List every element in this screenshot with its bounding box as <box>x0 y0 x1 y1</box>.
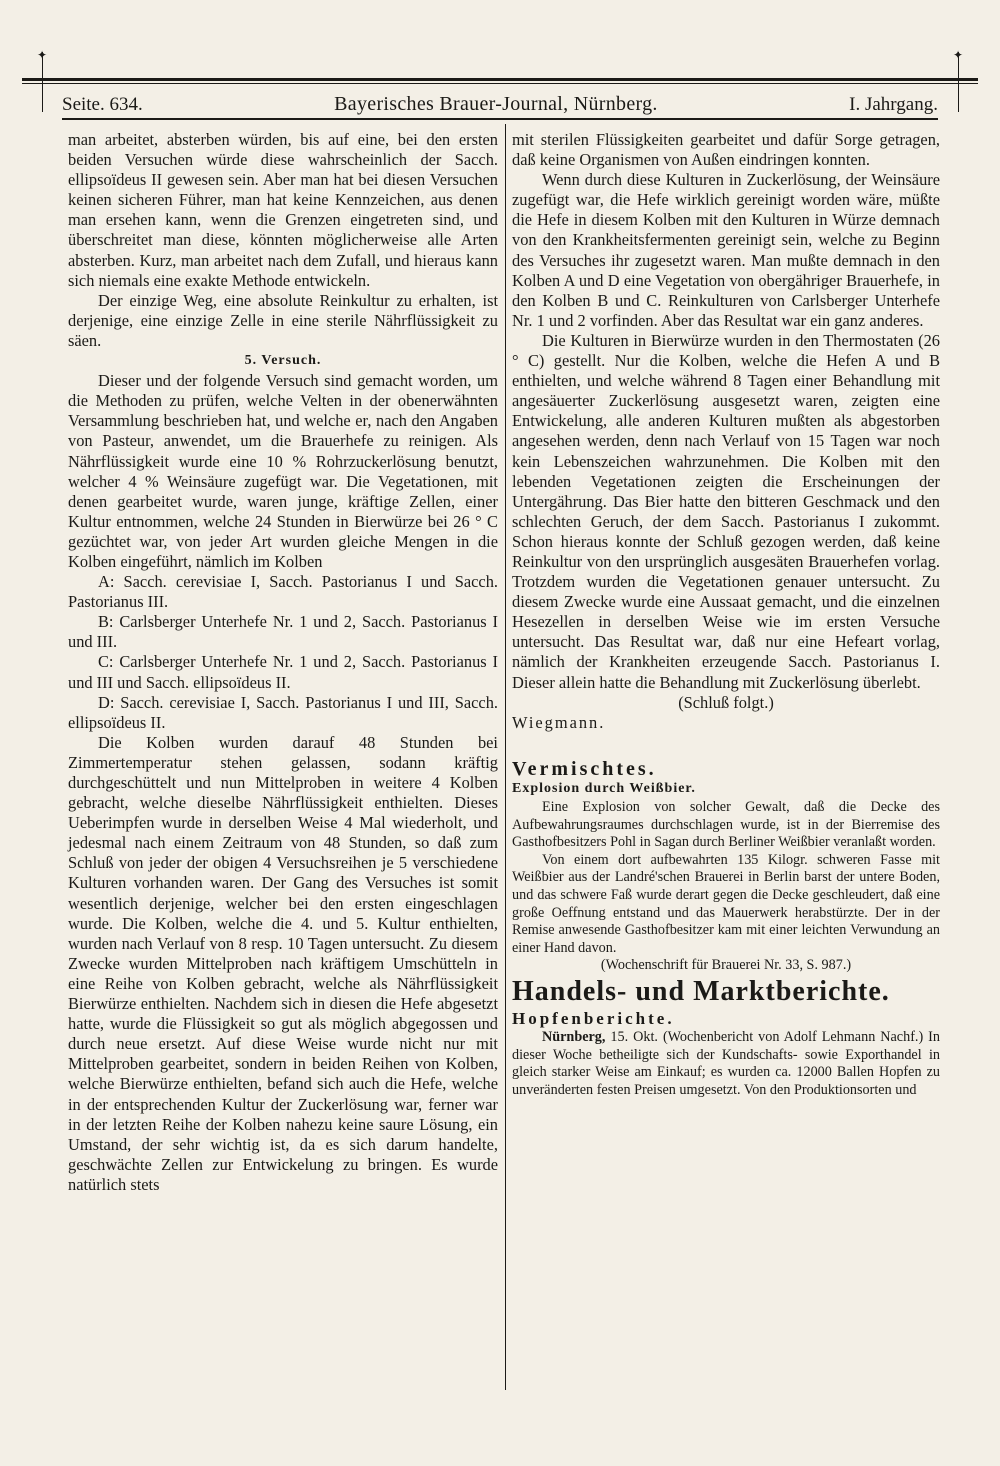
page-number: Seite. 634. <box>62 94 143 115</box>
continued-note: (Schluß folgt.) <box>678 692 774 712</box>
right-column <box>512 130 940 1099</box>
misc-source: (Wochenschrift für Brauerei Nr. 33, S. 987.) <box>600 957 852 974</box>
journal-title: Bayerisches Brauer-Journal, Nürnberg. <box>334 93 658 115</box>
market-paragraph <box>512 1029 940 1099</box>
page-header <box>62 88 938 116</box>
misc-body <box>512 799 940 975</box>
section-subtitle: Explosion durch Weißbier. <box>512 780 696 796</box>
article-paragraph: man arbeitet, absterben würden, bis auf eine, bei den ersten beiden Versuchen würde diese wahrscheinlich der Sacch. ellipsoïdeus II gewesen sein. Aber man hat bei diesen Versuchen keinen sicheren Führer, man hat keine Kennzeichen, aus denen man ersehen kann, wenn die Grenzen eingetreten sind, und überschreitet man diese, könnten möglicherweise alle Arten absterben. Kurz, man arbeitet nach dem Zufall, und hieraus kann sich niemals eine exakte Methode entwickeln. <box>68 130 498 290</box>
market-text: 15. Okt. (Wochenbericht von Adolf Lehmann Nachf.) In dieser Woche betheiligte sich der Kundschafts- sowie Exporthandel in gleich starker Weise am Einkauf; es wurden ca. 12000 Ballen Hopfen zu unveränderten festen Preisen umgesetzt. Von den Produktionsorten und <box>512 1029 940 1098</box>
left-column <box>68 130 498 1195</box>
top-rule <box>22 78 978 81</box>
article-paragraph: mit sterilen Flüssigkeiten gearbeitet und dafür Sorge getragen, daß keine Organismen von Außen eindringen konnten. <box>512 130 940 170</box>
market-subtitle: Hopfenberichte. <box>512 1008 675 1028</box>
misc-paragraph: Eine Explosion von solcher Gewalt, daß die Decke des Aufbewahrungsraumes durchschlagen wurde, ist in der Bierremise des Gasthofbesitzers Pohl in Sagan durch Berliner Weißbier veranlaßt worden. <box>512 799 940 851</box>
article-paragraph: Wenn durch diese Kulturen in Zuckerlösung, der Weinsäure zugefügt war, die Hefe wirklich gereinigt worden wäre, müßte die Hefe in diesem Kolben mit den Kulturen in Würze demnach von den Krankheitsfermenten gereinigt sein, welche zu Beginn des Versuches ihr zugesetzt waren. Man mußte demnach in den Kolben A und D eine Vegetation von obergähriger Brauerhefe, in den Kolben B und C. Reinkulturen von Carlsberger Unterhefe Nr. 1 und 2 vorfinden. Aber das Resultat war ein ganz anderes. <box>512 170 940 330</box>
ornament-icon: ✦ <box>953 48 964 62</box>
ornament-icon: ✦ <box>37 48 48 62</box>
market-place: Nürnberg, <box>542 1029 606 1046</box>
article-paragraph: Der einzige Weg, eine absolute Reinkultur zu erhalten, ist derjenige, eine einzige Zelle in eine sterile Nährflüssigkeit zu säen. <box>68 290 498 350</box>
flask-list-item: B: Carlsberger Unterhefe Nr. 1 und 2, Sacch. Pastorianus I und III. <box>68 612 498 652</box>
column-divider <box>505 124 506 1390</box>
article-paragraph: Dieser und der folgende Versuch sind gemacht worden, um die Methoden zu prüfen, welche Velten in der obenerwähnten Versammlung beschrieben hat, und welche er, nach den Angaben von Pasteur, anwendet, um die Brauerhefe zu reinigen. Als Nährflüssigkeit wurde eine 10 % Rohrzuckerlösung benutzt, welcher 4 % Weinsäure zugefügt war. Die Vegetationen, mit denen gearbeitet wurde, waren junge, kräftige Zellen, einer Kultur entnommen, welche 24 Stunden in Bierwürze bei 26 ° C gezüchtet war, von jeder Art wurden gleiche Mengen in die Kolben eingeführt, nämlich im Kolben <box>68 371 498 571</box>
year-label: I. Jahrgang. <box>849 94 938 115</box>
market-body <box>512 1029 940 1099</box>
flask-list-item: A: Sacch. cerevisiae I, Sacch. Pastorianus I und Sacch. Pastorianus III. <box>68 572 498 612</box>
section-title: Vermischtes. <box>512 757 657 780</box>
misc-section <box>512 759 940 975</box>
market-title: Handels- und Marktberichte. <box>512 975 890 1007</box>
flask-list-item: D: Sacch. cerevisiae I, Sacch. Pastorianus I und III, Sacch. ellipsoïdeus II. <box>68 692 498 732</box>
market-section <box>512 975 940 1099</box>
article-paragraph: Die Kolben wurden darauf 48 Stunden bei Zimmertemperatur stehen gelassen, sodann kräftig durchgeschüttelt und nun Mittelproben in weitere 4 Kolben gebracht, welche dieselbe Nährflüssigkeit enthielten. Dieses Ueberimpfen wurde in derselben Weise 4 Mal wiederholt, und jedesmal nach einem Zeitraum von 48 Stunden, so daß zum Schluß von jeder der obigen 4 Versuchsreihen je 5 verschiedene Kulturen vorhanden waren. Der Gang des Versuches ist somit wesentlich derjenige, welcher bei den ersten eingeschlagen wurde. Die Kolben, welche die 4. und 5. Kultur enthielten, wurden nach Verlauf von 8 resp. 10 Tagen untersucht. Zu diesem Zwecke wurden Mittelproben nach kräftigem Umschütteln in eine Reihe von Kolben gebracht, welche als Nährflüssigkeit Bierwürze enthielten. Nachdem sich in diesen die Hefe abgesetzt hatte, wurde die Flüssigkeit so gut als möglich abgegossen und durch neue ersetzt. Auf diese Weise wurde nicht nur mit Mittelproben gearbeitet, sondern in beiden Reihen von Kolben, welche Bierwürze enthielten, befand sich auch die Hefe, welche in der entsprechenden Kultur der Zuckerlösung war, ferner war in der letzten Reihe der Kolben nahezu keine saure Lösung, ein Umstand, der sehr wichtig ist, da es sich darum handelte, geschwächte Zellen zur Entwickelung zu bringen. Es wurde natürlich stets <box>68 732 498 1194</box>
flask-list-item: C: Carlsberger Unterhefe Nr. 1 und 2, Sacch. Pastorianus I und III und Sacch. ellipsoïdeus II. <box>68 652 498 692</box>
experiment-heading: 5. Versuch. <box>244 353 322 369</box>
top-rule-thin <box>22 83 978 84</box>
article-paragraph: Die Kulturen in Bierwürze wurden in den Thermostaten (26 ° C) gestellt. Nur die Kolben, welche die Hefen A und B enthielten, und welche während 8 Tagen einer Behandlung mit angesäuerter Zuckerlösung ausgesetzt waren, zeigten eine Entwickelung, alle anderen Kulturen mußten als abgestorben angesehen werden, denn nach Verlauf von 15 Tagen war noch kein Lebenszeichen wahrzunehmen. Die Kolben mit den lebenden Vegetationen zeigten die Erscheinungen der Untergährung. Das Bier hatte den bitteren Geschmack und den schlechten Geruch, der dem Sacch. Pastorianus I zukommt. Schon hieraus konnte der Schluß gezogen werden, daß keine Reinkultur von den ursprünglich ausgesäten Brauerhefen vorlag. Trotzdem wurden die Vegetationen genauer untersucht. Zu diesem Zwecke wurde eine Aussaat gemacht, und die einzelnen Hesezellen in derselben Weise wie im ersten Versuche untersucht. Das Resultat war, daß nur eine Hefeart vorlag, nämlich der Krankheiten erzeugende Sacch. Pastorianus I. Dieser allein hatte die Behandlung mit Zuckerlösung überlebt. <box>512 330 940 692</box>
author-signature: Wiegmann. <box>512 712 606 732</box>
misc-paragraph: Von einem dort aufbewahrten 135 Kilogr. schweren Fasse mit Weißbier aus der Landré'schen Brauerei in Berlin barst der untere Boden, und das schwere Faß wurde derart gegen die Decke geschleudert, daß eine große Oeffnung entstand und das Mauerwerk herabstürzte. Der in der Remise anwesende Gasthofbesitzer kam mit einer leichten Verwundung an einer Hand davon. <box>512 851 940 956</box>
header-rule <box>62 118 938 120</box>
